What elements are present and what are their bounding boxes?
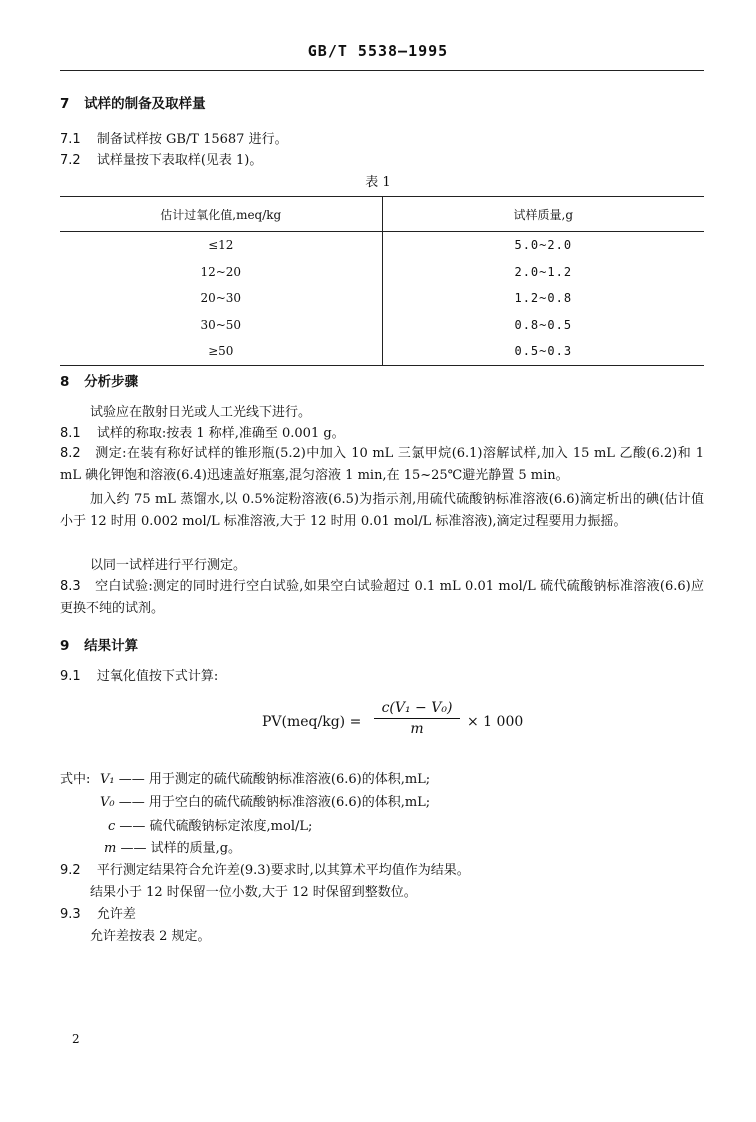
- section-7-title: 试样的制备及取样量: [84, 96, 206, 112]
- table-cell: ≥50: [60, 338, 382, 365]
- clause-9-3-paragraph-2: 允许差按表 2 规定。: [90, 929, 211, 944]
- table-cell: 12~20: [60, 259, 382, 286]
- clause-9-2-number: 9.2: [60, 863, 81, 878]
- clause-8-2-paragraph-3: 以同一试样进行平行测定。: [90, 558, 247, 573]
- table-1-caption: 表 1: [365, 175, 391, 190]
- table-row: [60, 338, 704, 365]
- page-number: 2: [72, 1032, 80, 1046]
- clause-8-2: [60, 443, 704, 487]
- table-header-row: [60, 197, 704, 232]
- clause-9-1-text: 过氧化值按下式计算:: [96, 669, 219, 684]
- section-9-title: 结果计算: [84, 638, 139, 654]
- definition-text: —— 用于测定的硫代硫酸钠标准溶液(6.6)的体积,mL;: [118, 772, 431, 787]
- clause-8-1: [60, 425, 345, 443]
- table-row: [60, 232, 704, 259]
- definition-item: [104, 840, 241, 858]
- table-1: [60, 196, 704, 366]
- clause-9-3-number: 9.3: [60, 907, 81, 922]
- definition-text: —— 硫代硫酸钠标定浓度,mol/L;: [119, 819, 313, 834]
- definition-symbol: V₀: [100, 795, 115, 810]
- section-9-heading: [60, 637, 138, 655]
- table-header-cell: 试样质量,g: [382, 197, 704, 232]
- table-cell: ≤12: [60, 232, 382, 259]
- clause-7-1: [60, 131, 288, 149]
- standard-code: GB/T 5538—1995: [307, 42, 449, 60]
- table-header-cell: 估计过氧化值,meq/kg: [60, 197, 382, 232]
- table-cell: 20~30: [60, 285, 382, 312]
- definition-item: [100, 771, 430, 789]
- table-cell: 1.2~0.8: [514, 291, 573, 306]
- table-cell: 30~50: [60, 312, 382, 339]
- clause-9-2: [60, 862, 470, 880]
- definition-symbol: c: [108, 819, 116, 834]
- definition-symbol: V₁: [100, 772, 115, 787]
- clause-8-2-text: 测定:在装有称好试样的锥形瓶(5.2)中加入 10 mL 三氯甲烷(6.1)溶解试样,加入 15 mL 乙酸(6.2)和 1 mL 碘化钾饱和溶液(6.4)迅速盖好瓶塞,混匀溶液 1 min,在 15~25℃避光静置 5 min。: [60, 446, 704, 483]
- formula-lhs: PV(meq/kg) =: [262, 714, 362, 730]
- clause-9-1-number: 9.1: [60, 669, 81, 684]
- clause-7-1-text: 制备试样按 GB/T 15687 进行。: [96, 132, 288, 147]
- formula-denominator: m: [410, 721, 424, 737]
- clause-7-1-number: 7.1: [60, 132, 81, 147]
- clause-9-1: [60, 668, 218, 686]
- table-cell: 5.0~2.0: [514, 238, 573, 253]
- section-7-heading: [60, 95, 206, 113]
- clause-7-2-number: 7.2: [60, 153, 81, 168]
- where-label: 式中:: [60, 772, 91, 787]
- clause-8-3-text: 空白试验:测定的同时进行空白试验,如果空白试验超过 0.1 mL 0.01 mol/L 硫代硫酸钠标准溶液(6.6)应更换不纯的试剂。: [60, 579, 704, 616]
- section-8-intro: 试验应在散射日光或人工光线下进行。: [90, 405, 312, 420]
- formula-rhs: × 1 000: [467, 714, 524, 730]
- section-8-number: 8: [60, 374, 70, 390]
- clause-8-3: [60, 576, 704, 620]
- definition-symbol: m: [104, 841, 117, 856]
- table-row: [60, 285, 704, 312]
- clause-8-1-number: 8.1: [60, 426, 81, 441]
- definition-text: —— 用于空白的硫代硫酸钠标准溶液(6.6)的体积,mL;: [118, 795, 431, 810]
- clause-8-1-text: 试样的称取:按表 1 称样,准确至 0.001 g。: [96, 426, 345, 441]
- clause-9-3-text: 允许差: [96, 907, 136, 922]
- clause-9-2-text: 平行测定结果符合允许差(9.3)要求时,以其算术平均值作为结果。: [96, 863, 470, 878]
- clause-7-2-text: 试样量按下表取样(见表 1)。: [96, 153, 263, 168]
- section-8-title: 分析步骤: [84, 374, 139, 390]
- section-8-heading: [60, 373, 138, 391]
- table-cell: 0.8~0.5: [514, 317, 573, 332]
- clause-9-3: [60, 906, 136, 924]
- definition-text: —— 试样的质量,g。: [120, 841, 242, 856]
- formula-fraction: [374, 700, 460, 737]
- section-9-number: 9: [60, 638, 70, 654]
- table-cell: 2.0~1.2: [514, 264, 573, 279]
- header-rule: [60, 70, 704, 71]
- table-row: [60, 312, 704, 339]
- clause-7-2: [60, 152, 262, 170]
- clause-8-3-number: 8.3: [60, 579, 81, 594]
- table-cell: 0.5~0.3: [382, 338, 704, 365]
- section-7-number: 7: [60, 96, 70, 112]
- clause-9-2-paragraph-2: 结果小于 12 时保留一位小数,大于 12 时保留到整数位。: [90, 885, 417, 900]
- definition-item: [108, 818, 312, 836]
- table-row: [60, 259, 704, 286]
- clause-8-2-paragraph-2: 加入约 75 mL 蒸馏水,以 0.5%淀粉溶液(6.5)为指示剂,用硫代硫酸钠标准溶液(6.6)滴定析出的碘(估计值小于 12 时用 0.002 mol/L 标准溶液,大于 12 时用 0.01 mol/L 标准溶液),滴定过程要用力振摇。: [60, 492, 704, 529]
- definition-item: [100, 794, 430, 812]
- formula-numerator: c(V₁ − V₀): [374, 700, 460, 719]
- clause-8-2-number: 8.2: [60, 446, 81, 461]
